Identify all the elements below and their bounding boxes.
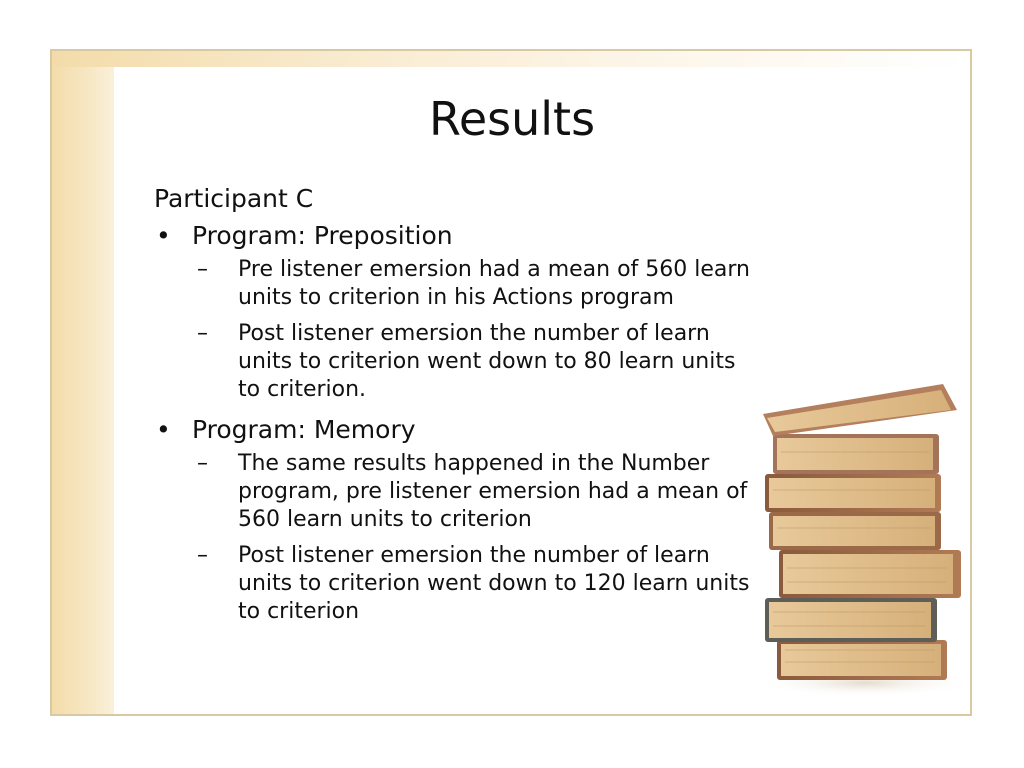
- dash-glyph: –: [197, 543, 208, 568]
- sub-bullet-item: [192, 256, 754, 312]
- bullet-glyph: •: [156, 221, 171, 250]
- bullet-list: [154, 218, 754, 626]
- bullet-label: Program: Memory: [192, 415, 416, 444]
- sub-bullet-item: [192, 320, 754, 404]
- slide-title: Results: [428, 92, 596, 146]
- sub-bullet-list: [192, 450, 754, 626]
- decorative-top-band: [52, 51, 970, 67]
- intro-text: Participant C: [154, 184, 314, 213]
- bullet-label: Program: Preposition: [192, 221, 453, 250]
- dash-glyph: –: [197, 321, 208, 346]
- sub-bullet-text: Pre listener emersion had a mean of 560 learn units to criterion in his Actions program: [238, 257, 751, 310]
- sub-bullet-item: [192, 450, 754, 534]
- bullet-item: [154, 412, 754, 626]
- slide-body: [154, 182, 754, 634]
- bullet-item: [154, 218, 754, 404]
- sub-bullet-text: The same results happened in the Number program, pre listener emersion had a mean of 560 learn units to criterion: [238, 451, 748, 532]
- sub-bullet-item: [192, 542, 754, 626]
- bullet-glyph: •: [156, 415, 171, 444]
- sub-bullet-list: [192, 256, 754, 404]
- stack-of-books-icon: [755, 378, 970, 698]
- dash-glyph: –: [197, 451, 208, 476]
- dash-glyph: –: [197, 257, 208, 282]
- sub-bullet-text: Post listener emersion the number of learn units to criterion went down to 120 learn units to criterion: [238, 543, 750, 624]
- sub-bullet-text: Post listener emersion the number of learn units to criterion went down to 80 learn units to criterion.: [238, 321, 736, 402]
